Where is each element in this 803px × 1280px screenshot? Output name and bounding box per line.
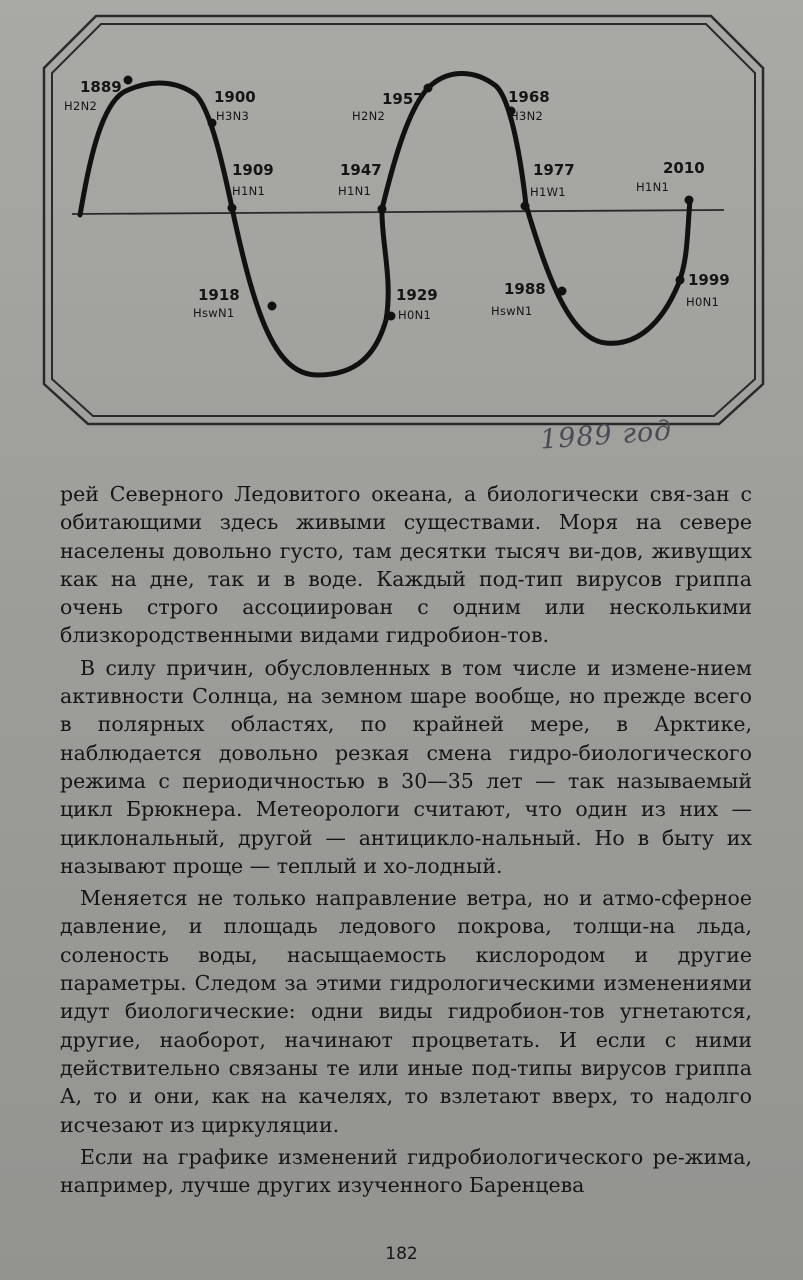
point-1909-dot bbox=[228, 204, 237, 213]
point-1947-year: 1947 bbox=[340, 161, 382, 179]
point-1947-dot bbox=[378, 205, 387, 214]
point-1977-subtype: H1W1 bbox=[530, 185, 566, 199]
point-1988-subtype: HswN1 bbox=[491, 304, 533, 318]
paragraph-3: Меняется не только направление ветра, но и атмо-сферное давление, и площадь ледового покрова, толщи-на льда, соленость воды, насыщаемость кислородом и другие параметры. Следом за этими гидрологическими изменениями идут биологические: одни виды гидробион-тов угнетаются, другие, наоборот, начинают процветать. И если с ними действительно связаны те или иные под-типы вирусов гриппа А, то и они, как на качелях, то взлетают вверх, то надолго исчезают из циркуляции. bbox=[60, 886, 752, 1137]
point-2010-subtype: H1N1 bbox=[636, 180, 670, 194]
point-2010-year: 2010 bbox=[663, 159, 705, 177]
point-1999-dot bbox=[676, 276, 685, 285]
point-1968-subtype: H3N2 bbox=[510, 109, 544, 123]
point-1889-year: 1889 bbox=[80, 78, 122, 96]
point-1929-year: 1929 bbox=[396, 286, 438, 304]
point-1929-subtype: H0N1 bbox=[398, 308, 432, 322]
point-1988-year: 1988 bbox=[504, 280, 546, 298]
point-1988-dot bbox=[558, 287, 567, 296]
point-1957-dot bbox=[424, 84, 433, 93]
point-1889-subtype: H2N2 bbox=[64, 99, 98, 113]
point-1947-subtype: H1N1 bbox=[338, 184, 372, 198]
point-2010-dot bbox=[685, 196, 694, 205]
paragraph-2: В силу причин, обусловленных в том числе и измене-нием активности Солнца, на земном шаре вообще, но прежде всего в полярных областях, по крайней мере, в Арктике, наблюдается довольно резкая смена гидро-биологического режима с периодичностью в 30—35 лет — так называемый цикл Брюкнера. Метеорологи считают, что один из них — циклональный, другой — антицикло-нальный. Но в быту их называют проще — теплый и хо-лодный. bbox=[60, 655, 752, 878]
figure-points bbox=[64, 76, 730, 323]
point-1968-year: 1968 bbox=[508, 88, 550, 106]
point-1929-dot bbox=[387, 312, 396, 321]
point-1918-subtype: HswN1 bbox=[193, 306, 235, 320]
paragraph-4: Если на графике изменений гидробиологического ре-жима, например, лучше других изученного Баренцева bbox=[60, 1144, 752, 1198]
point-1900-year: 1900 bbox=[214, 88, 256, 106]
point-1957-year: 1957 bbox=[382, 90, 424, 108]
body-text bbox=[60, 480, 752, 1199]
page-number: 182 bbox=[385, 1244, 418, 1264]
point-1999-subtype: H0N1 bbox=[686, 295, 720, 309]
point-1900-subtype: H3N3 bbox=[216, 109, 250, 123]
point-1909-subtype: H1N1 bbox=[232, 184, 266, 198]
point-1999-year: 1999 bbox=[688, 271, 730, 289]
paragraph-1: рей Северного Ледовитого океана, а биологически свя-зан с обитающими здесь живыми существами. Моря на севере населены довольно густо, там десятки тысяч ви-дов, живущих как на дне, так и в воде. Каждый под-тип вирусов гриппа очень строго ассоциирован с одним или несколькими близкородственными видами гидробион-тов. bbox=[60, 482, 752, 648]
point-1918-dot bbox=[268, 302, 277, 311]
brueckner-cycle-figure bbox=[36, 10, 771, 430]
figure-outer-frame bbox=[44, 16, 763, 424]
point-1909-year: 1909 bbox=[232, 161, 274, 179]
point-1889-dot bbox=[124, 76, 133, 85]
handwritten-note: 1989 год bbox=[539, 415, 674, 456]
figure-axis-line bbox=[72, 210, 724, 214]
point-1957-subtype: H2N2 bbox=[352, 109, 386, 123]
point-1918-year: 1918 bbox=[198, 286, 240, 304]
point-1977-year: 1977 bbox=[533, 161, 575, 179]
point-1977-dot bbox=[521, 202, 530, 211]
